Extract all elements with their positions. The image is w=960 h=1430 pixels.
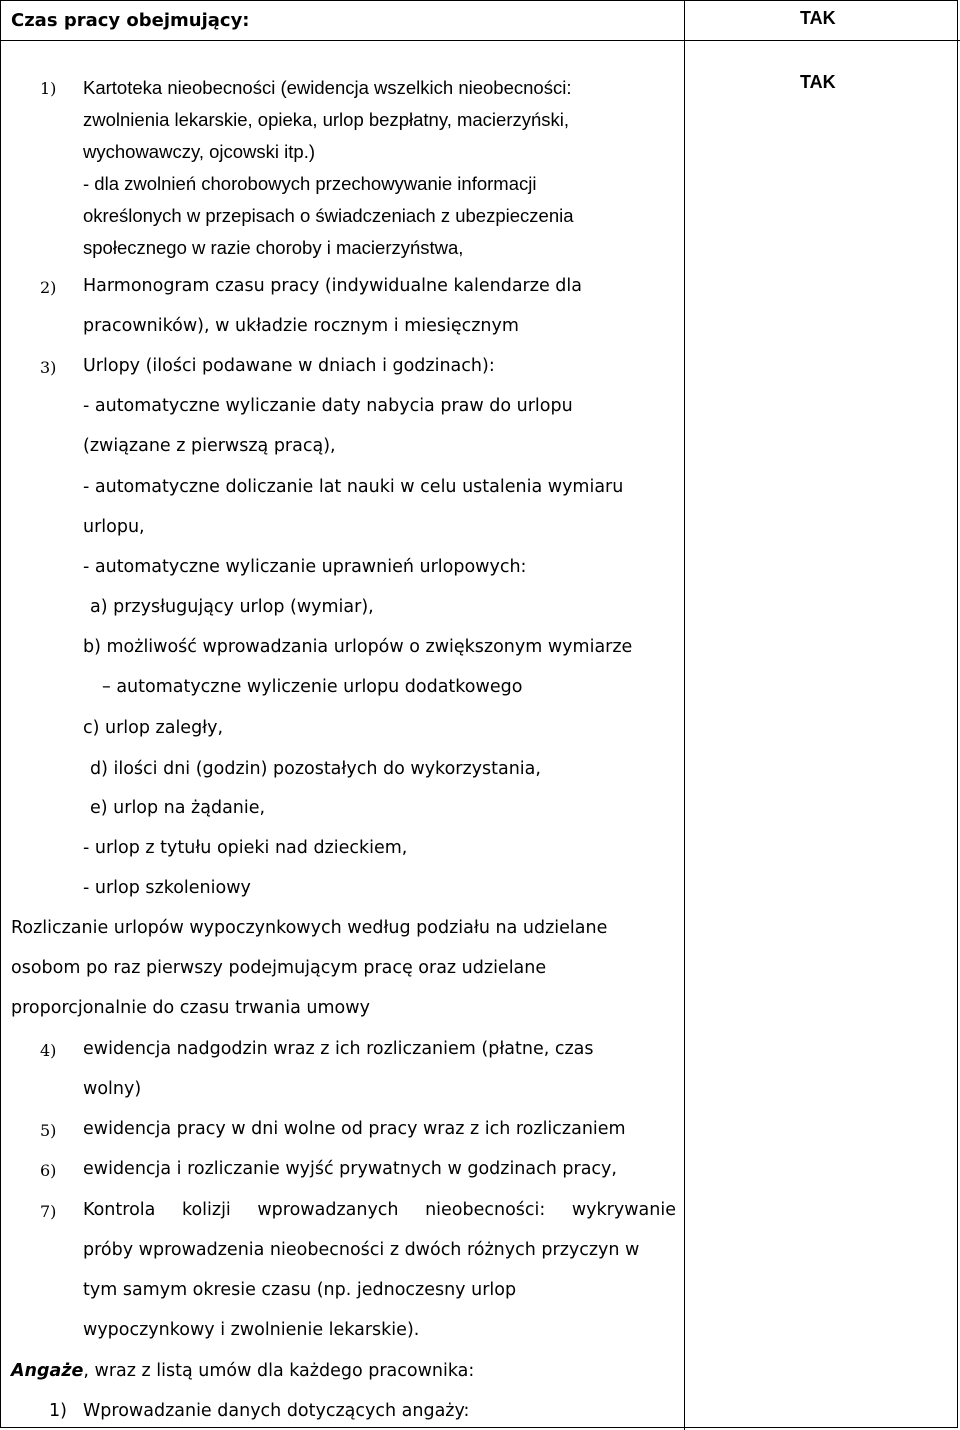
list-item: zwolnienia lekarskie, opieka, urlop bezpłatny, macierzyński, [83,109,570,130]
list-item: Urlopy (ilości podawane w dniach i godzinach): [83,356,495,376]
word: nieobecności: [425,1200,546,1220]
list-item: określonych w przepisach o świadczeniach z ubezpieczenia [83,205,574,226]
list-item: - urlop z tytułu opieki nad dzieckiem, [83,838,408,858]
angaze-bold: Angaże [11,1361,84,1381]
word: wykrywanie [571,1200,676,1220]
list-item: ewidencja pracy w dni wolne od pracy wraz z ich rozliczaniem [83,1119,626,1139]
list-item: – automatyczne wyliczenie urlopu dodatkowego [102,677,523,697]
list-number: 7) [40,1202,57,1221]
list-item: Wprowadzanie danych dotyczących angaży: [83,1401,470,1421]
tak-value: TAK [800,72,836,92]
angaze-heading [11,1361,474,1381]
list-item: - automatyczne doliczanie lat nauki w celu ustalenia wymiaru [83,477,624,497]
list-item [83,1200,676,1220]
list-item: próby wprowadzenia nieobecności z dwóch różnych przyczyn w [83,1240,640,1260]
list-item: wolny) [83,1079,142,1099]
section-title: Czas pracy obejmujący: [11,10,250,31]
column-divider [684,0,685,1430]
list-number: 2) [40,278,57,297]
list-item: Kartoteka nieobecności (ewidencja wszelkich nieobecności: [83,77,572,98]
list-item: społecznego w razie choroby i macierzyństwa, [83,237,464,258]
header-divider [0,40,960,41]
list-item: pracowników), w układzie rocznym i miesięcznym [83,316,519,336]
list-item: d) ilości dni (godzin) pozostałych do wykorzystania, [90,759,541,779]
list-item: e) urlop na żądanie, [90,798,266,818]
list-item: Harmonogram czasu pracy (indywidualne kalendarze dla [83,276,582,296]
list-item: wychowawczy, ojcowski itp.) [83,141,315,162]
list-number: 3) [40,358,57,377]
list-item: wypoczynkowy i zwolnienie lekarskie). [83,1320,420,1340]
list-item: b) możliwość wprowadzania urlopów o zwiększonym wymiarze [83,637,633,657]
list-item: urlopu, [83,517,145,537]
paragraph-line: osobom po raz pierwszy podejmującym pracę oraz udzielane [11,958,547,978]
list-number: 1) [49,1401,67,1421]
list-item: - automatyczne wyliczanie daty nabycia praw do urlopu [83,396,573,416]
list-number: 4) [40,1041,57,1060]
word: kolizji [181,1200,231,1220]
list-item: - urlop szkoleniowy [83,878,251,898]
list-number: 5) [40,1121,57,1140]
word: wprowadzanych [257,1200,399,1220]
list-item: ewidencja i rozliczanie wyjść prywatnych w godzinach pracy, [83,1159,617,1179]
list-item: - automatyczne wyliczanie uprawnień urlopowych: [83,557,527,577]
list-item: c) urlop zaległy, [83,718,224,738]
paragraph-line: proporcjonalnie do czasu trwania umowy [11,998,370,1018]
angaze-rest: , wraz z listą umów dla każdego pracownika: [83,1361,475,1381]
paragraph-line: Rozliczanie urlopów wypoczynkowych według podziału na udzielane [11,918,608,938]
list-item: ewidencja nadgodzin wraz z ich rozliczaniem (płatne, czas [83,1039,594,1059]
list-item: tym samym okresie czasu (np. jednoczesny urlop [83,1280,517,1300]
tak-header: TAK [800,8,836,28]
list-item: a) przysługujący urlop (wymiar), [90,597,374,617]
list-item: (związane z pierwszą pracą), [83,436,336,456]
list-number: 1) [40,79,57,98]
list-number: 6) [40,1161,57,1180]
list-item: - dla zwolnień chorobowych przechowywanie informacji [83,173,537,194]
word: Kontrola [83,1200,156,1220]
